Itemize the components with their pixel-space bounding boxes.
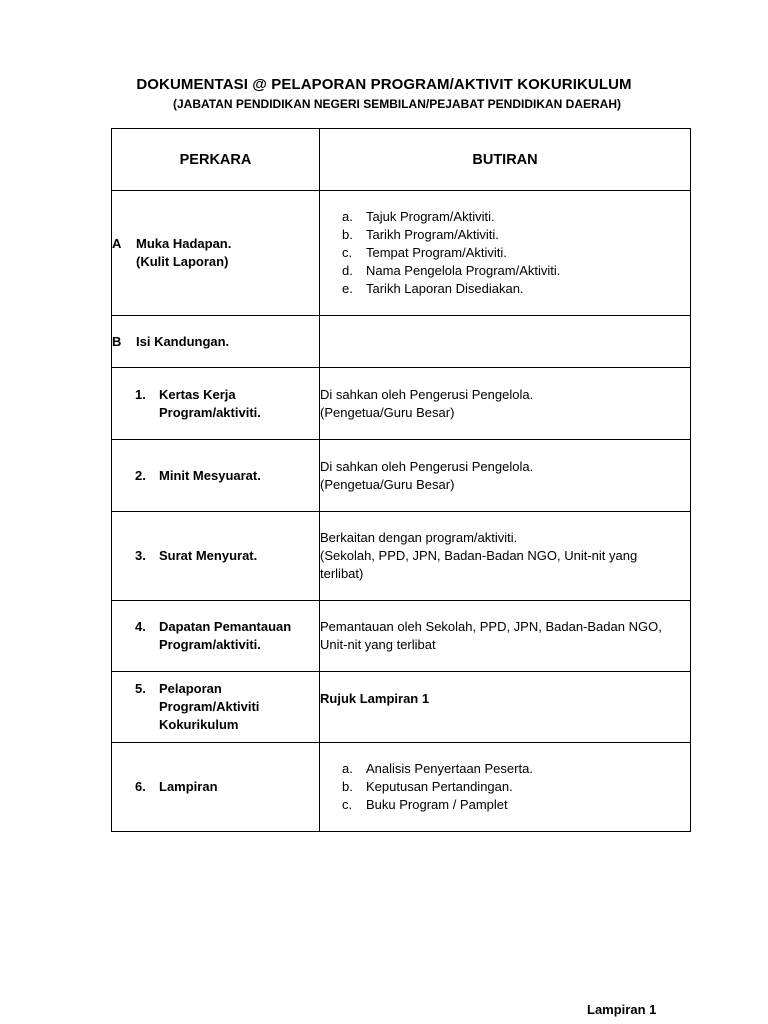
list-item: a. Analisis Penyertaan Peserta. [342, 761, 533, 776]
list-item: e. Tarikh Laporan Disediakan. [342, 281, 524, 296]
row-label: Dapatan Pemantauan [159, 619, 292, 634]
document-title: DOKUMENTASI @ PELAPORAN PROGRAM/AKTIVIT KOKURIKULUM [136, 76, 632, 93]
row-number: 2. [135, 467, 146, 483]
section-b-label-cell [112, 316, 320, 368]
row-detail: Pemantauan oleh Sekolah, PPD, JPN, Badan-Badan NGO, [320, 619, 662, 634]
row-label: Program/Aktiviti [159, 699, 260, 714]
row-detail: Rujuk Lampiran 1 [320, 691, 430, 706]
footer-label: Lampiran 1 [587, 1002, 657, 1017]
row-number: 3. [135, 548, 146, 563]
section-a-label-cell [112, 191, 320, 316]
row-number: 4. [135, 619, 146, 634]
table-row-section-a [112, 191, 691, 316]
row-label: Kokurikulum [159, 717, 239, 732]
section-a-list [320, 208, 690, 298]
row-number: 1. [135, 386, 146, 402]
section-b-letter: B [112, 333, 122, 349]
row-detail: (Pengetua/Guru Besar) [320, 404, 455, 420]
section-a-label-line1: Muka Hadapan. [136, 236, 232, 251]
list-item: b. Tarikh Program/Aktiviti. [342, 227, 499, 242]
row-label: Program/aktiviti. [159, 404, 261, 420]
row-label: Kertas Kerja [159, 386, 236, 402]
section-a-label-line2: (Kulit Laporan) [136, 254, 229, 269]
list-item: b. Keputusan Pertandingan. [342, 779, 513, 794]
row-number: 5. [135, 681, 146, 696]
section-a-letter: A [112, 236, 122, 251]
section-b-label: Isi Kandungan. [136, 333, 230, 349]
row-number: 6. [135, 779, 146, 794]
header-perkara: PERKARA [112, 129, 320, 191]
lampiran-list [320, 760, 690, 814]
table-row [112, 512, 691, 601]
row-detail: Di sahkan oleh Pengerusi Pengelola. [320, 458, 534, 474]
row-detail: terlibat) [320, 566, 364, 581]
row-detail: Di sahkan oleh Pengerusi Pengelola. [320, 386, 534, 402]
row-label: Minit Mesyuarat. [159, 467, 261, 483]
row-detail: Unit-nit yang terlibat [320, 637, 436, 652]
table-row-section-b [112, 316, 691, 368]
table-header-row [112, 129, 691, 191]
section-a-detail-cell [320, 191, 691, 316]
list-item: a. Tajuk Program/Aktiviti. [342, 209, 495, 224]
row-detail: Berkaitan dengan program/aktiviti. [320, 530, 518, 545]
row-detail: (Pengetua/Guru Besar) [320, 476, 455, 492]
table-row [112, 601, 691, 672]
row-label: Lampiran [159, 779, 218, 794]
row-label: Surat Menyurat. [159, 548, 258, 563]
table-row [112, 743, 691, 832]
table-row [112, 672, 691, 743]
document-subtitle: (JABATAN PENDIDIKAN NEGERI SEMBILAN/PEJABAT PENDIDIKAN DAERAH) [172, 97, 622, 111]
row-label: Pelaporan [159, 681, 222, 696]
table-row [112, 368, 691, 440]
header-butiran: BUTIRAN [320, 129, 691, 191]
list-item: c. Buku Program / Pamplet [342, 797, 508, 812]
list-item: d. Nama Pengelola Program/Aktiviti. [342, 263, 561, 278]
list-item: c. Tempat Program/Aktiviti. [342, 245, 507, 260]
section-b-detail-cell [320, 316, 691, 368]
table-row [112, 440, 691, 512]
row-label: Program/aktiviti. [159, 637, 261, 652]
details-table [111, 128, 691, 832]
row-detail: (Sekolah, PPD, JPN, Badan-Badan NGO, Unit-nit yang [320, 548, 638, 563]
